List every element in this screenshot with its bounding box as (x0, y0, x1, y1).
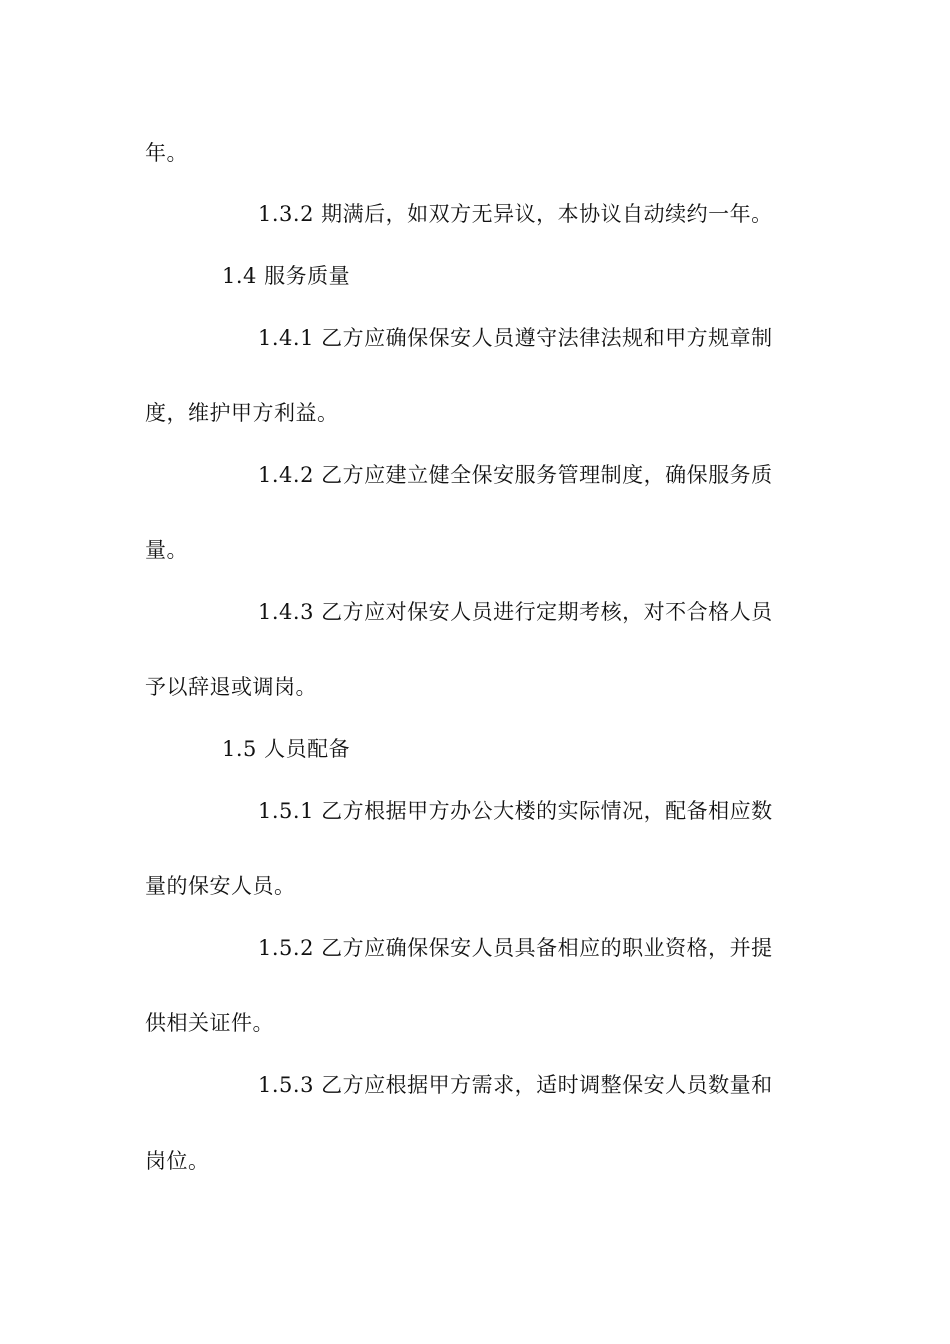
section-heading-1-4: 1.4 服务质量 (222, 264, 351, 288)
paragraph-continuation: 年。 (145, 141, 188, 165)
clause-1-4-2-continuation: 量。 (145, 538, 188, 562)
clause-1-4-3-continuation: 予以辞退或调岗。 (145, 675, 317, 699)
clause-1-5-2-continuation: 供相关证件。 (145, 1011, 274, 1035)
clause-1-5-1-continuation: 量的保安人员。 (145, 874, 296, 898)
clause-1-4-3: 1.4.3 乙方应对保安人员进行定期考核，对不合格人员 (258, 600, 773, 624)
clause-1-5-3-continuation: 岗位。 (145, 1149, 210, 1173)
clause-1-5-1: 1.5.1 乙方根据甲方办公大楼的实际情况，配备相应数 (258, 799, 773, 823)
clause-1-4-2: 1.4.2 乙方应建立健全保安服务管理制度，确保服务质 (258, 463, 773, 487)
clause-1-5-3: 1.5.3 乙方应根据甲方需求，适时调整保安人员数量和 (258, 1073, 773, 1097)
clause-1-4-1-continuation: 度，维护甲方利益。 (145, 401, 339, 425)
clause-1-5-2: 1.5.2 乙方应确保保安人员具备相应的职业资格，并提 (258, 936, 773, 960)
clause-1-4-1: 1.4.1 乙方应确保保安人员遵守法律法规和甲方规章制 (258, 326, 773, 350)
clause-1-3-2: 1.3.2 期满后，如双方无异议，本协议自动续约一年。 (258, 202, 773, 226)
section-heading-1-5: 1.5 人员配备 (222, 737, 351, 761)
